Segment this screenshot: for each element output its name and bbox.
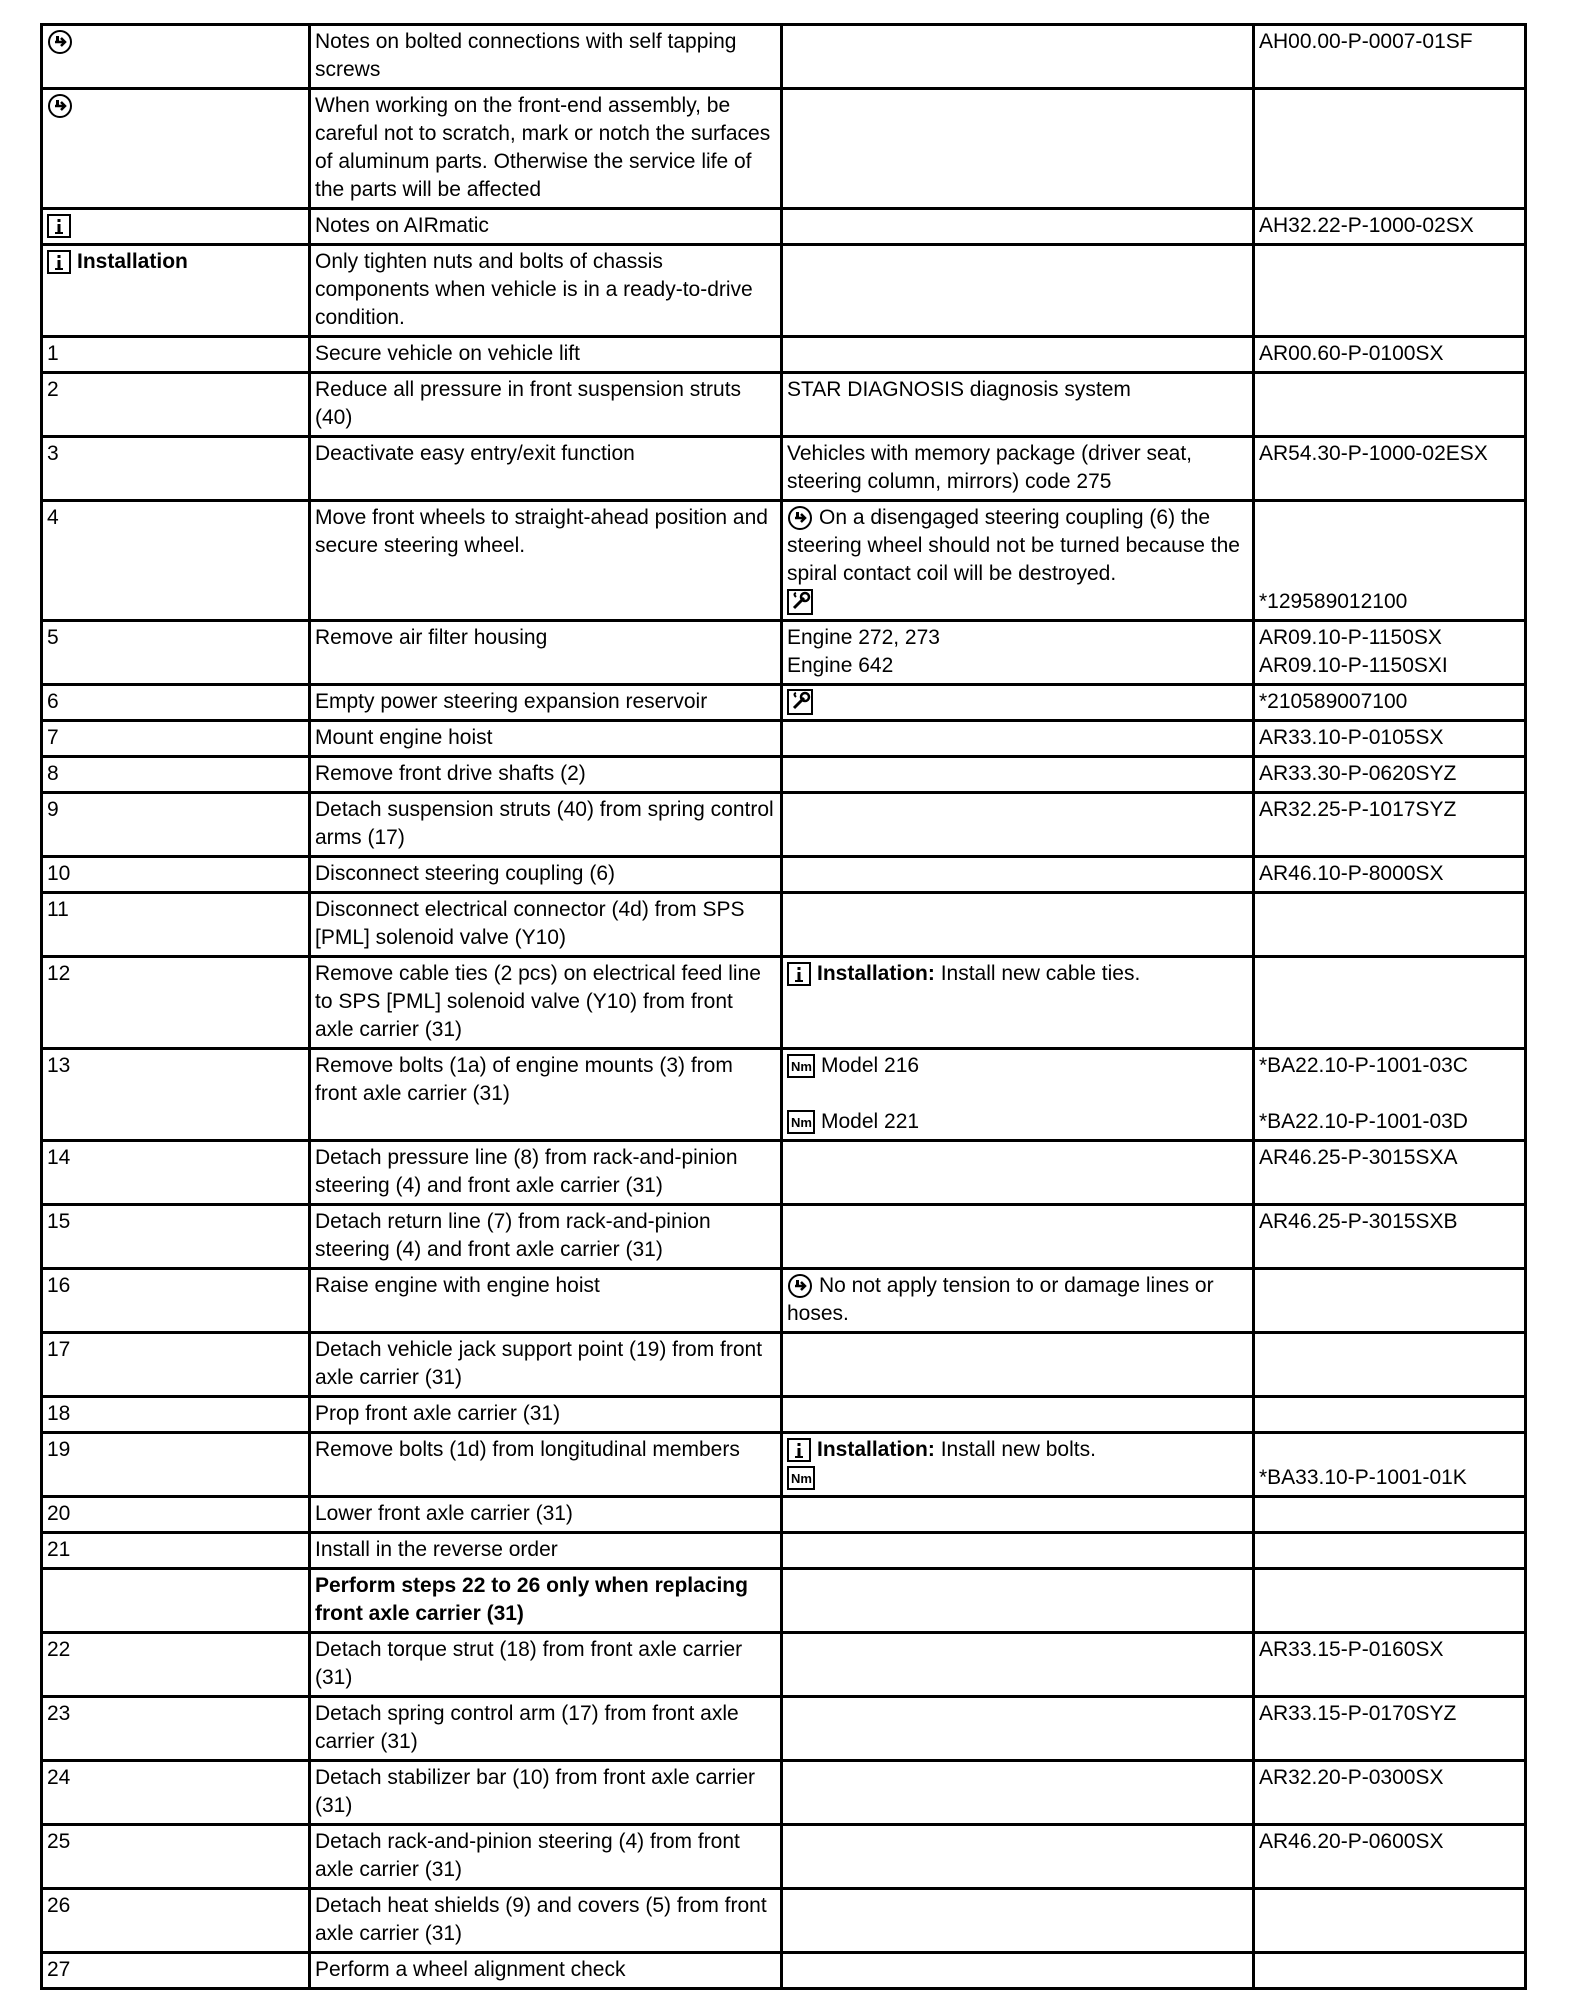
- description-cell: [310, 1141, 782, 1205]
- note-line: [787, 1464, 1248, 1492]
- note-cell: [782, 25, 1254, 89]
- reference-code: *BA22.10-P-1001-03C: [1259, 1054, 1468, 1077]
- reference-cell: [1254, 685, 1526, 721]
- description-text: Remove cable ties (2 pcs) on electrical feed line to SPS [PML] solenoid valve (Y10) from front axle carrier (31): [315, 962, 767, 1041]
- description-cell: [310, 25, 782, 89]
- description-text: Install in the reverse order: [315, 1538, 558, 1561]
- note-cell: [782, 1205, 1254, 1269]
- description-cell: [310, 437, 782, 501]
- description-text: Remove bolts (1d) from longitudinal members: [315, 1438, 740, 1461]
- step-number: 13: [47, 1054, 71, 1077]
- note-line: [787, 440, 1248, 496]
- table-row: [42, 25, 1526, 89]
- step-number: 2: [47, 378, 59, 401]
- special-tool-icon: [787, 689, 813, 715]
- step-number: 26: [47, 1894, 71, 1917]
- description-text: Mount engine hoist: [315, 726, 493, 749]
- step-cell: [42, 893, 310, 957]
- info-icon: [787, 962, 811, 986]
- step-cell: [42, 1825, 310, 1889]
- description-text: Detach stabilizer bar (10) from front axle carrier (31): [315, 1766, 761, 1817]
- note-line: [787, 1052, 1248, 1080]
- note-cell: [782, 437, 1254, 501]
- step-cell: [42, 721, 310, 757]
- note-text: On a disengaged steering coupling (6) the steering wheel should not be turned because the spiral contact coil will be destroyed.: [787, 506, 1246, 585]
- step-number: 27: [47, 1958, 71, 1981]
- reference-cell: [1254, 373, 1526, 437]
- note-text: Vehicles with memory package (driver seat, steering column, mirrors) code 275: [787, 442, 1198, 493]
- description-text: Empty power steering expansion reservoir: [315, 690, 708, 713]
- step-number: 4: [47, 506, 59, 529]
- description-cell: [310, 621, 782, 685]
- spacer: [787, 1080, 1248, 1108]
- special-tool-icon: [787, 589, 813, 615]
- table-row: [42, 1205, 1526, 1269]
- description-cell: [310, 793, 782, 857]
- note-cell: [782, 621, 1254, 685]
- spacer: [1259, 1080, 1520, 1108]
- reference-code: AR46.25-P-3015SXB: [1259, 1210, 1458, 1233]
- spacer: [1259, 560, 1520, 588]
- step-cell: [42, 1269, 310, 1333]
- step-cell: [42, 1049, 310, 1141]
- description-cell: [310, 209, 782, 245]
- description-cell: [310, 1889, 782, 1953]
- table-row: [42, 721, 1526, 757]
- step-cell: [42, 857, 310, 893]
- note-label: Installation:: [817, 962, 935, 985]
- note-cell: [782, 89, 1254, 209]
- step-number: 23: [47, 1702, 71, 1725]
- torque-icon: [787, 1110, 815, 1134]
- note-cell: [782, 957, 1254, 1049]
- description-cell: [310, 1205, 782, 1269]
- step-cell: [42, 1141, 310, 1205]
- reference-code: AR46.20-P-0600SX: [1259, 1830, 1444, 1853]
- spacer: [1259, 504, 1520, 532]
- step-number: 17: [47, 1338, 71, 1361]
- note-cell: [782, 1049, 1254, 1141]
- description-cell: [310, 373, 782, 437]
- reference-cell: [1254, 893, 1526, 957]
- step-number: 5: [47, 626, 59, 649]
- note-cell: [782, 1433, 1254, 1497]
- description-text: Reduce all pressure in front suspension struts (40): [315, 378, 747, 429]
- note-cell: [782, 793, 1254, 857]
- note-label: Installation:: [817, 1438, 935, 1461]
- table-row: [42, 1825, 1526, 1889]
- reference-cell: [1254, 1953, 1526, 1989]
- note-cell: [782, 1761, 1254, 1825]
- note-line: [787, 688, 1248, 716]
- procedure-table-body: [42, 25, 1526, 1989]
- step-number: 21: [47, 1538, 71, 1561]
- table-row: [42, 1397, 1526, 1433]
- reference-cell: [1254, 1141, 1526, 1205]
- step-number: 12: [47, 962, 71, 985]
- reference-cell: [1254, 1761, 1526, 1825]
- description-cell: [310, 1269, 782, 1333]
- note-cell: [782, 245, 1254, 337]
- note-cell: [782, 1497, 1254, 1533]
- step-label: Installation: [77, 250, 188, 273]
- info-icon: [47, 214, 71, 238]
- note-cell: [782, 685, 1254, 721]
- table-row: [42, 1697, 1526, 1761]
- note-cell: [782, 209, 1254, 245]
- table-row: [42, 245, 1526, 337]
- step-number: 18: [47, 1402, 71, 1425]
- table-row: [42, 1953, 1526, 1989]
- table-row: [42, 373, 1526, 437]
- reference-cell: [1254, 1269, 1526, 1333]
- step-cell: [42, 1633, 310, 1697]
- description-cell: [310, 1049, 782, 1141]
- table-row: [42, 621, 1526, 685]
- table-row: [42, 1141, 1526, 1205]
- step-number: 19: [47, 1438, 71, 1461]
- description-text: Detach rack-and-pinion steering (4) from front axle carrier (31): [315, 1830, 746, 1881]
- description-text: Remove air filter housing: [315, 626, 548, 649]
- note-line: [787, 376, 1248, 404]
- description-cell: [310, 337, 782, 373]
- table-row: [42, 1889, 1526, 1953]
- step-cell: [42, 1889, 310, 1953]
- description-cell: [310, 857, 782, 893]
- step-number: 8: [47, 762, 59, 785]
- reference-cell: [1254, 437, 1526, 501]
- description-text: Notes on bolted connections with self tapping screws: [315, 30, 743, 81]
- reference-cell: [1254, 793, 1526, 857]
- note-cell: [782, 1889, 1254, 1953]
- reference-code: AR09.10-P-1150SXI: [1259, 654, 1448, 677]
- table-row: [42, 793, 1526, 857]
- note-line: [787, 1272, 1248, 1328]
- reference-cell: [1254, 1569, 1526, 1633]
- step-number: 11: [47, 898, 69, 921]
- description-text: Remove bolts (1a) of engine mounts (3) from front axle carrier (31): [315, 1054, 739, 1105]
- description-text: Notes on AIRmatic: [315, 214, 489, 237]
- caution-icon: [47, 93, 73, 119]
- description-text: Secure vehicle on vehicle lift: [315, 342, 580, 365]
- note-cell: [782, 337, 1254, 373]
- svg-text:Nm: Nm: [791, 1059, 812, 1075]
- reference-code: AR33.30-P-0620SYZ: [1259, 762, 1457, 785]
- note-cell: [782, 1333, 1254, 1397]
- reference-cell: [1254, 245, 1526, 337]
- reference-cell: [1254, 501, 1526, 621]
- reference-code: AR09.10-P-1150SX: [1259, 626, 1442, 649]
- table-row: [42, 1497, 1526, 1533]
- table-row: [42, 1333, 1526, 1397]
- description-cell: [310, 1433, 782, 1497]
- reference-code: *129589012100: [1259, 590, 1408, 613]
- reference-cell: [1254, 857, 1526, 893]
- description-text: Raise engine with engine hoist: [315, 1274, 600, 1297]
- step-cell: [42, 373, 310, 437]
- step-cell: [42, 89, 310, 209]
- procedure-table: [40, 23, 1527, 1990]
- description-cell: [310, 685, 782, 721]
- table-row: [42, 685, 1526, 721]
- note-cell: [782, 893, 1254, 957]
- info-icon: [787, 1438, 811, 1462]
- table-row: [42, 337, 1526, 373]
- note-text: Engine 272, 273: [787, 626, 940, 649]
- reference-cell: [1254, 621, 1526, 685]
- caution-icon: [47, 29, 73, 55]
- description-text: Perform a wheel alignment check: [315, 1958, 626, 1981]
- description-cell: [310, 501, 782, 621]
- reference-cell: [1254, 1825, 1526, 1889]
- reference-code: AR33.10-P-0105SX: [1259, 726, 1444, 749]
- note-line: [787, 1108, 1248, 1136]
- reference-code: AR00.60-P-0100SX: [1259, 342, 1444, 365]
- reference-cell: [1254, 1697, 1526, 1761]
- step-number: 10: [47, 862, 71, 885]
- note-cell: [782, 1633, 1254, 1697]
- description-cell: [310, 1333, 782, 1397]
- step-cell: [42, 1761, 310, 1825]
- note-text: Model 216: [821, 1054, 920, 1077]
- step-cell: [42, 1497, 310, 1533]
- note-cell: [782, 373, 1254, 437]
- description-cell: [310, 1397, 782, 1433]
- table-row: [42, 501, 1526, 621]
- note-line: [787, 1436, 1248, 1464]
- reference-cell: [1254, 1889, 1526, 1953]
- table-row: [42, 1569, 1526, 1633]
- description-cell: [310, 1697, 782, 1761]
- reference-cell: [1254, 337, 1526, 373]
- svg-text:Nm: Nm: [791, 1471, 812, 1487]
- note-cell: [782, 857, 1254, 893]
- table-row: [42, 1633, 1526, 1697]
- step-cell: [42, 957, 310, 1049]
- reference-cell: [1254, 957, 1526, 1049]
- description-text: Detach vehicle jack support point (19) from front axle carrier (31): [315, 1338, 768, 1389]
- description-cell: [310, 893, 782, 957]
- step-number: 3: [47, 442, 59, 465]
- reference-code: *BA33.10-P-1001-01K: [1259, 1466, 1467, 1489]
- description-cell: [310, 957, 782, 1049]
- spacer: [1259, 1436, 1520, 1464]
- reference-cell: [1254, 209, 1526, 245]
- reference-code: AR54.30-P-1000-02ESX: [1259, 442, 1488, 465]
- note-cell: [782, 1141, 1254, 1205]
- reference-code: AR33.15-P-0160SX: [1259, 1638, 1444, 1661]
- note-text: Install new cable ties.: [940, 962, 1141, 985]
- description-cell: [310, 1633, 782, 1697]
- step-number: 20: [47, 1502, 71, 1525]
- reference-code: *BA22.10-P-1001-03D: [1259, 1110, 1468, 1133]
- reference-cell: [1254, 1397, 1526, 1433]
- step-cell: [42, 25, 310, 89]
- table-row: [42, 89, 1526, 209]
- reference-cell: [1254, 1049, 1526, 1141]
- reference-code: AR46.25-P-3015SXA: [1259, 1146, 1458, 1169]
- description-cell: [310, 1533, 782, 1569]
- description-text: Perform steps 22 to 26 only when replacing front axle carrier (31): [315, 1574, 754, 1625]
- description-text: Detach return line (7) from rack-and-pinion steering (4) and front axle carrier (31): [315, 1210, 717, 1261]
- step-cell: [42, 209, 310, 245]
- note-cell: [782, 757, 1254, 793]
- note-cell: [782, 721, 1254, 757]
- torque-icon: [787, 1466, 815, 1490]
- spacer: [1259, 532, 1520, 560]
- step-cell: [42, 1333, 310, 1397]
- description-text: Detach pressure line (8) from rack-and-pinion steering (4) and front axle carrier (31): [315, 1146, 744, 1197]
- note-cell: [782, 1953, 1254, 1989]
- step-cell: [42, 337, 310, 373]
- description-cell: [310, 1825, 782, 1889]
- step-number: 22: [47, 1638, 71, 1661]
- step-cell: [42, 1533, 310, 1569]
- step-number: 9: [47, 798, 59, 821]
- step-cell: [42, 793, 310, 857]
- table-row: [42, 209, 1526, 245]
- description-cell: [310, 757, 782, 793]
- step-number: 16: [47, 1274, 71, 1297]
- reference-cell: [1254, 89, 1526, 209]
- step-cell: [42, 1697, 310, 1761]
- table-row: [42, 1433, 1526, 1497]
- table-row: [42, 437, 1526, 501]
- note-line: [787, 960, 1248, 988]
- step-cell: [42, 1433, 310, 1497]
- description-text: Only tighten nuts and bolts of chassis components when vehicle is in a ready-to-drive condition.: [315, 250, 759, 329]
- step-number: 25: [47, 1830, 71, 1853]
- note-cell: [782, 1269, 1254, 1333]
- description-text: Remove front drive shafts (2): [315, 762, 586, 785]
- note-line: [787, 504, 1248, 588]
- reference-code: AR33.15-P-0170SYZ: [1259, 1702, 1457, 1725]
- step-cell: [42, 757, 310, 793]
- reference-code: AH00.00-P-0007-01SF: [1259, 30, 1473, 53]
- description-text: Deactivate easy entry/exit function: [315, 442, 635, 465]
- step-cell: [42, 621, 310, 685]
- reference-cell: [1254, 757, 1526, 793]
- description-cell: [310, 1761, 782, 1825]
- caution-icon: [787, 505, 813, 531]
- step-cell: [42, 1569, 310, 1633]
- step-cell: [42, 685, 310, 721]
- step-cell: [42, 1205, 310, 1269]
- reference-cell: [1254, 721, 1526, 757]
- step-cell: [42, 1397, 310, 1433]
- reference-cell: [1254, 1433, 1526, 1497]
- note-cell: [782, 1397, 1254, 1433]
- description-text: Disconnect steering coupling (6): [315, 862, 615, 885]
- note-cell: [782, 1697, 1254, 1761]
- description-cell: [310, 1953, 782, 1989]
- description-text: Lower front axle carrier (31): [315, 1502, 573, 1525]
- table-row: [42, 1049, 1526, 1141]
- step-number: 6: [47, 690, 59, 713]
- table-row: [42, 1533, 1526, 1569]
- description-text: Detach suspension struts (40) from spring control arms (17): [315, 798, 780, 849]
- svg-text:Nm: Nm: [791, 1115, 812, 1131]
- table-row: [42, 893, 1526, 957]
- note-cell: [782, 1569, 1254, 1633]
- description-cell: [310, 721, 782, 757]
- description-text: Detach spring control arm (17) from front axle carrier (31): [315, 1702, 745, 1753]
- note-text: STAR DIAGNOSIS diagnosis system: [787, 378, 1131, 401]
- note-text: Install new bolts.: [940, 1438, 1096, 1461]
- note-text: Model 221: [821, 1110, 920, 1133]
- note-cell: [782, 501, 1254, 621]
- reference-cell: [1254, 25, 1526, 89]
- description-text: Detach heat shields (9) and covers (5) from front axle carrier (31): [315, 1894, 773, 1945]
- description-cell: [310, 89, 782, 209]
- torque-icon: [787, 1054, 815, 1078]
- note-text: No not apply tension to or damage lines or hoses.: [787, 1274, 1220, 1325]
- step-cell: [42, 245, 310, 337]
- reference-code: AR32.20-P-0300SX: [1259, 1766, 1444, 1789]
- description-text: Move front wheels to straight-ahead position and secure steering wheel.: [315, 506, 774, 557]
- step-cell: [42, 501, 310, 621]
- reference-code: AR46.10-P-8000SX: [1259, 862, 1444, 885]
- note-line: [787, 588, 1248, 616]
- reference-code: AR32.25-P-1017SYZ: [1259, 798, 1457, 821]
- table-row: [42, 957, 1526, 1049]
- description-cell: [310, 1497, 782, 1533]
- reference-cell: [1254, 1497, 1526, 1533]
- step-number: 15: [47, 1210, 71, 1233]
- reference-cell: [1254, 1333, 1526, 1397]
- reference-code: *210589007100: [1259, 690, 1408, 713]
- description-text: Disconnect electrical connector (4d) from SPS [PML] solenoid valve (Y10): [315, 898, 751, 949]
- description-text: When working on the front-end assembly, be careful not to scratch, mark or notch the surfaces of aluminum parts. Otherwise the service life of the parts will be affected: [315, 94, 777, 201]
- step-number: 1: [47, 342, 59, 365]
- table-row: [42, 757, 1526, 793]
- reference-cell: [1254, 1533, 1526, 1569]
- info-icon: [47, 250, 71, 274]
- note-cell: [782, 1533, 1254, 1569]
- table-row: [42, 857, 1526, 893]
- step-cell: [42, 1953, 310, 1989]
- table-row: [42, 1269, 1526, 1333]
- note-cell: [782, 1825, 1254, 1889]
- description-cell: [310, 245, 782, 337]
- description-text: Prop front axle carrier (31): [315, 1402, 561, 1425]
- reference-cell: [1254, 1205, 1526, 1269]
- step-cell: [42, 437, 310, 501]
- reference-cell: [1254, 1633, 1526, 1697]
- description-text: Detach torque strut (18) from front axle carrier (31): [315, 1638, 749, 1689]
- note-line: [787, 624, 1248, 652]
- note-text: Engine 642: [787, 654, 894, 677]
- description-cell: [310, 1569, 782, 1633]
- caution-icon: [787, 1273, 813, 1299]
- step-number: 24: [47, 1766, 71, 1789]
- reference-code: AH32.22-P-1000-02SX: [1259, 214, 1474, 237]
- table-row: [42, 1761, 1526, 1825]
- step-number: 14: [47, 1146, 71, 1169]
- step-number: 7: [47, 726, 59, 749]
- note-line: [787, 652, 1248, 680]
